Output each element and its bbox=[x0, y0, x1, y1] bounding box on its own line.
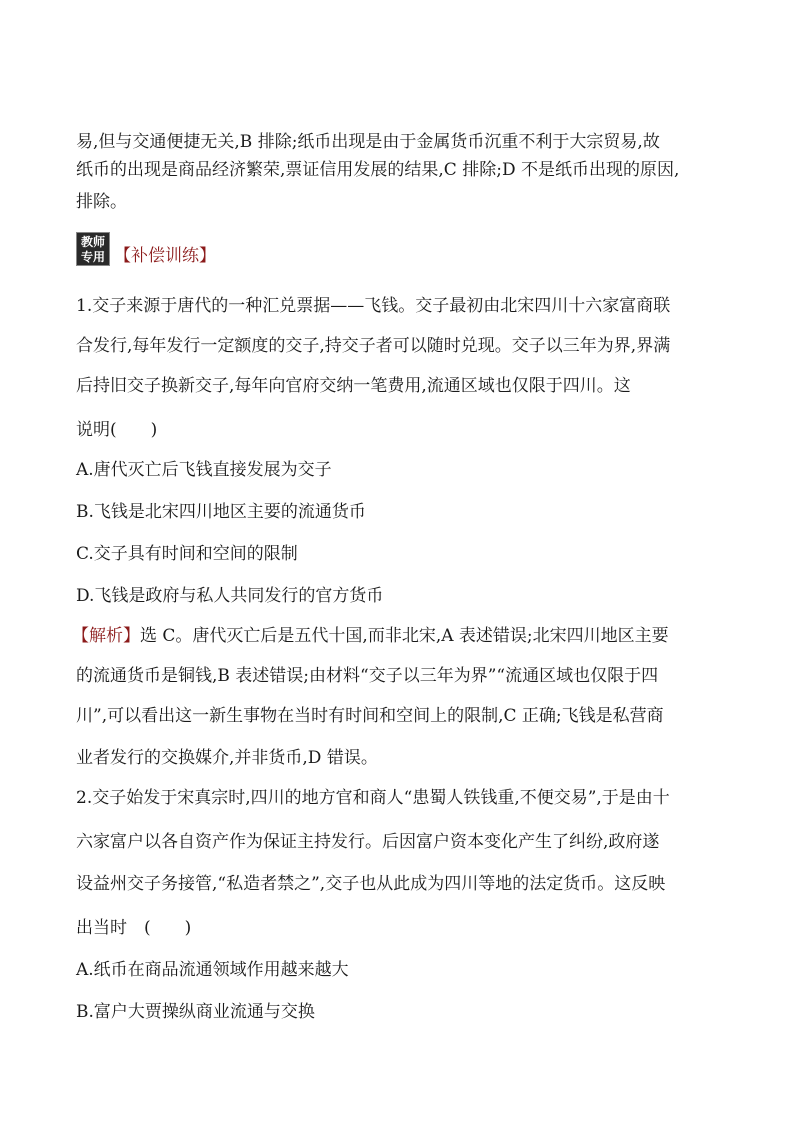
q2-option-a: A.纸币在商品流通领域作用越来越大 bbox=[76, 960, 349, 980]
analysis-label: 【解析】 bbox=[72, 626, 140, 646]
q1-option-b: B.飞钱是北宋四川地区主要的流通货币 bbox=[76, 502, 366, 522]
section-title: 【补偿训练】 bbox=[114, 246, 216, 266]
q1-stem-line-4: 说明( ) bbox=[76, 420, 158, 440]
q1-analysis-line-2: 的流通货币是铜钱,B 表述错误;由材料“交子以三年为界”“流通区域也仅限于四 bbox=[76, 666, 659, 686]
teacher-only-badge bbox=[76, 232, 110, 266]
q1-option-a: A.唐代灭亡后飞钱直接发展为交子 bbox=[76, 460, 332, 480]
q1-stem-line-1: 1.交子来源于唐代的一种汇兑票据——飞钱。交子最初由北宋四川十六家富商联 bbox=[76, 296, 671, 316]
q1-analysis-line-1 bbox=[72, 624, 669, 648]
q1-stem-line-3: 后持旧交子换新交子,每年向官府交纳一笔费用,流通区域也仅限于四川。这 bbox=[76, 376, 631, 396]
q1-analysis-line-3: 川”,可以看出这一新生事物在当时有时间和空间上的限制,C 正确;飞钱是私营商 bbox=[76, 706, 664, 726]
intro-line-2: 纸币的出现是商品经济繁荣,票证信用发展的结果,C 排除;D 不是纸币出现的原因, bbox=[76, 160, 680, 180]
q2-stem-line-3: 设益州交子务接管,“私造者禁之”,交子也从此成为四川等地的法定货币。这反映 bbox=[76, 874, 666, 894]
q1-option-d: D.飞钱是政府与私人共同发行的官方货币 bbox=[76, 586, 384, 606]
intro-line-1: 易,但与交通便捷无关,B 排除;纸币出现是由于金属货币沉重不利于大宗贸易,故 bbox=[76, 132, 660, 152]
q2-option-b: B.富户大贾操纵商业流通与交换 bbox=[76, 1002, 315, 1022]
q1-stem-line-2: 合发行,每年发行一定额度的交子,持交子者可以随时兑现。交子以三年为界,界满 bbox=[76, 336, 671, 356]
q1-option-c: C.交子具有时间和空间的限制 bbox=[76, 544, 298, 564]
q2-stem-line-4: 出当时 ( ) bbox=[76, 918, 192, 938]
q2-stem-line-1: 2.交子始发于宋真宗时,四川的地方官和商人“患蜀人铁钱重,不便交易”,于是由十 bbox=[76, 788, 670, 808]
q2-stem-line-2: 六家富户以各自资产作为保证主持发行。后因富户资本变化产生了纠纷,政府遂 bbox=[76, 832, 660, 852]
intro-line-3: 排除。 bbox=[76, 192, 127, 212]
q1-analysis-line-4: 业者发行的交换媒介,并非货币,D 错误。 bbox=[76, 748, 378, 768]
badge-bottom-text: 专用 bbox=[80, 250, 105, 264]
badge-top-text: 教师 bbox=[80, 235, 105, 249]
analysis-text-1: 选 C。唐代灭亡后是五代十国,而非北宋,A 表述错误;北宋四川地区主要 bbox=[140, 626, 669, 646]
